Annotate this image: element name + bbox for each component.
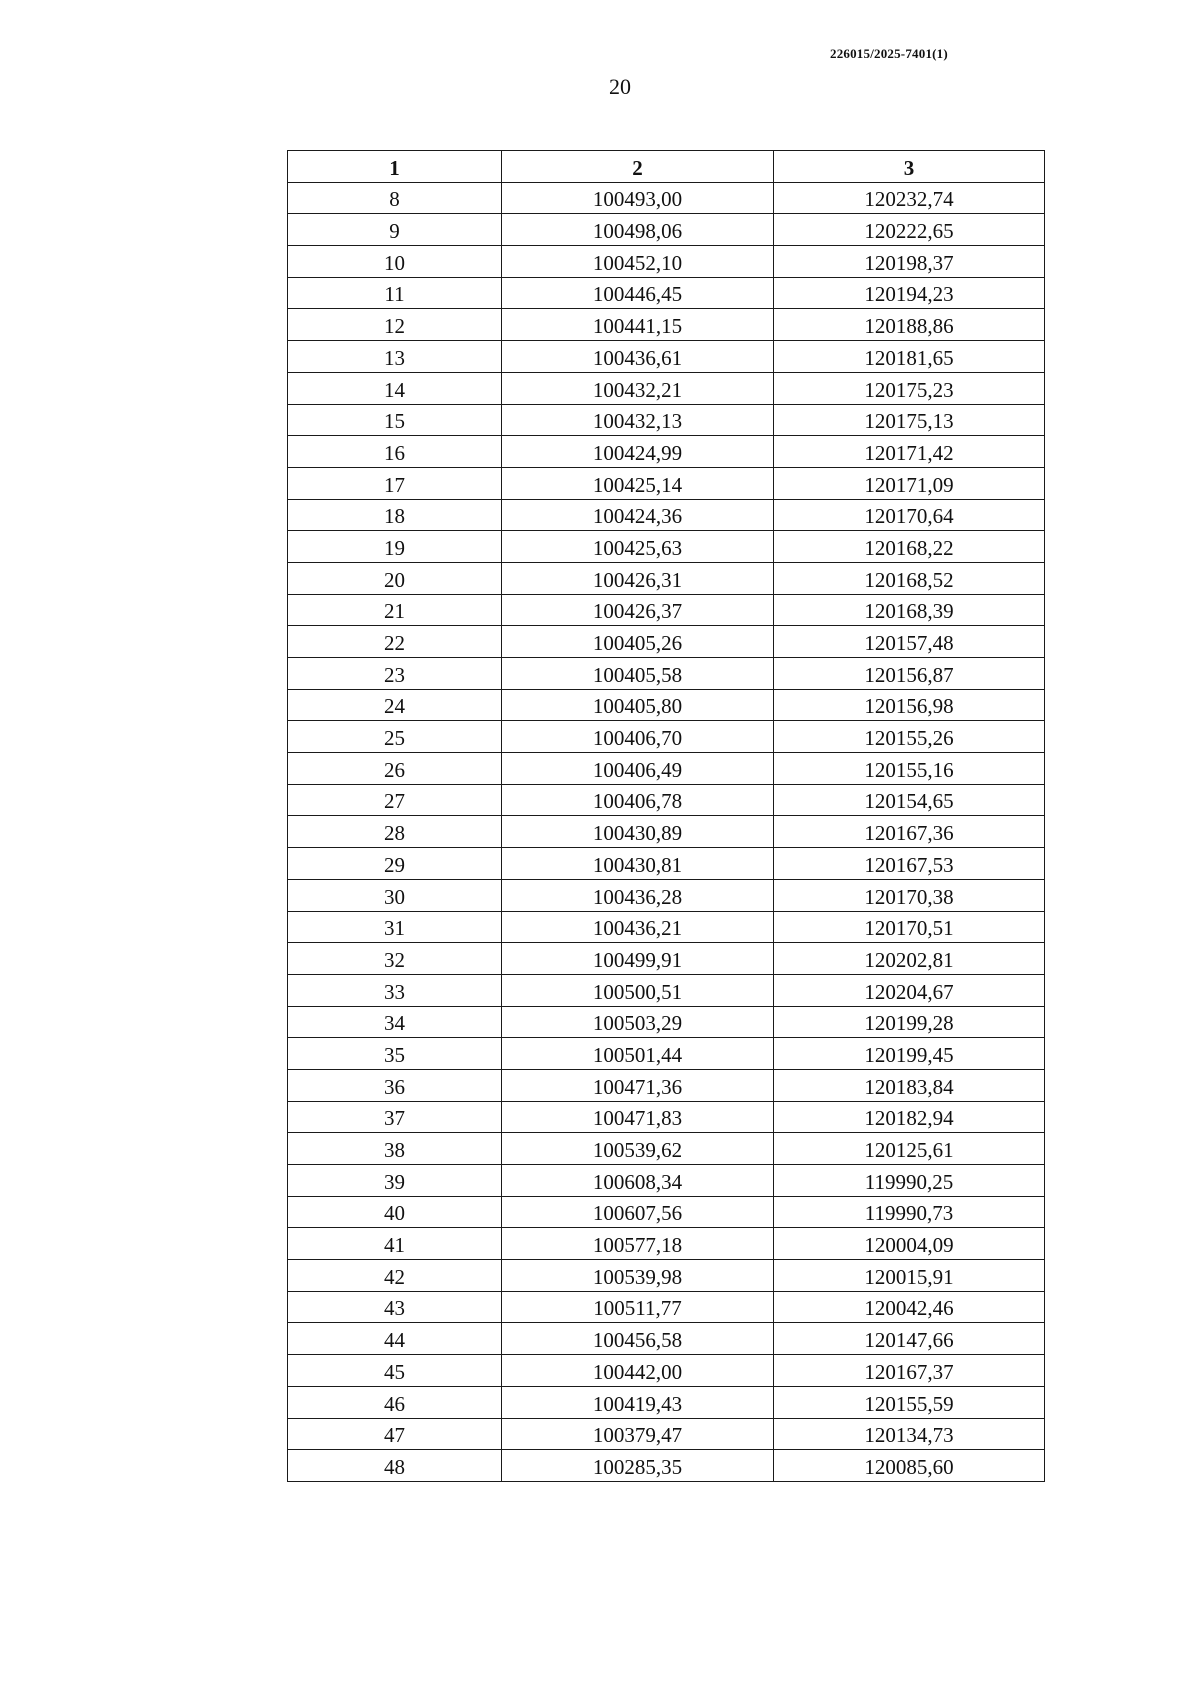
y-coordinate-cell: 120042,46 <box>774 1291 1045 1323</box>
x-coordinate-cell: 100608,34 <box>502 1165 774 1197</box>
table-row <box>288 721 1045 753</box>
y-coordinate-cell: 120171,42 <box>774 436 1045 468</box>
y-coordinate-cell: 120170,64 <box>774 499 1045 531</box>
table-row <box>288 658 1045 690</box>
y-coordinate-cell: 120183,84 <box>774 1069 1045 1101</box>
x-coordinate-cell: 100500,51 <box>502 974 774 1006</box>
point-number-cell: 17 <box>288 467 502 499</box>
point-number-cell: 34 <box>288 1006 502 1038</box>
x-coordinate-cell: 100436,61 <box>502 341 774 373</box>
table-row <box>288 689 1045 721</box>
y-coordinate-cell: 120170,51 <box>774 911 1045 943</box>
column-header-2: 2 <box>502 151 774 183</box>
y-coordinate-cell: 120168,22 <box>774 531 1045 563</box>
page-number: 20 <box>609 74 631 99</box>
y-coordinate-cell: 119990,25 <box>774 1165 1045 1197</box>
point-number-cell: 19 <box>288 531 502 563</box>
table-row <box>288 1418 1045 1450</box>
y-coordinate-cell: 120157,48 <box>774 626 1045 658</box>
y-coordinate-cell: 120199,45 <box>774 1038 1045 1070</box>
point-number-cell: 16 <box>288 436 502 468</box>
coordinates-table <box>287 150 1045 1482</box>
table-row <box>288 1291 1045 1323</box>
document-reference: 226015/2025-7401(1) <box>830 46 948 61</box>
point-number-cell: 15 <box>288 404 502 436</box>
table-row <box>288 1228 1045 1260</box>
y-coordinate-cell: 119990,73 <box>774 1196 1045 1228</box>
point-number-cell: 13 <box>288 341 502 373</box>
x-coordinate-cell: 100285,35 <box>502 1450 774 1482</box>
table-header-row <box>288 151 1045 183</box>
y-coordinate-cell: 120156,98 <box>774 689 1045 721</box>
point-number-cell: 47 <box>288 1418 502 1450</box>
table-row <box>288 1133 1045 1165</box>
x-coordinate-cell: 100430,89 <box>502 816 774 848</box>
y-coordinate-cell: 120155,26 <box>774 721 1045 753</box>
table-row <box>288 182 1045 214</box>
table-row <box>288 1355 1045 1387</box>
table-row <box>288 848 1045 880</box>
table-row <box>288 562 1045 594</box>
y-coordinate-cell: 120155,59 <box>774 1386 1045 1418</box>
point-number-cell: 40 <box>288 1196 502 1228</box>
x-coordinate-cell: 100436,21 <box>502 911 774 943</box>
table-row <box>288 372 1045 404</box>
x-coordinate-cell: 100405,26 <box>502 626 774 658</box>
point-number-cell: 23 <box>288 658 502 690</box>
y-coordinate-cell: 120167,36 <box>774 816 1045 848</box>
x-coordinate-cell: 100503,29 <box>502 1006 774 1038</box>
table-row <box>288 1069 1045 1101</box>
y-coordinate-cell: 120222,65 <box>774 214 1045 246</box>
y-coordinate-cell: 120188,86 <box>774 309 1045 341</box>
y-coordinate-cell: 120125,61 <box>774 1133 1045 1165</box>
point-number-cell: 41 <box>288 1228 502 1260</box>
point-number-cell: 39 <box>288 1165 502 1197</box>
x-coordinate-cell: 100539,98 <box>502 1260 774 1292</box>
x-coordinate-cell: 100432,21 <box>502 372 774 404</box>
x-coordinate-cell: 100471,36 <box>502 1069 774 1101</box>
point-number-cell: 36 <box>288 1069 502 1101</box>
table-row <box>288 1038 1045 1070</box>
point-number-cell: 10 <box>288 246 502 278</box>
point-number-cell: 38 <box>288 1133 502 1165</box>
point-number-cell: 12 <box>288 309 502 341</box>
point-number-cell: 48 <box>288 1450 502 1482</box>
x-coordinate-cell: 100441,15 <box>502 309 774 341</box>
table-row <box>288 1101 1045 1133</box>
y-coordinate-cell: 120167,37 <box>774 1355 1045 1387</box>
point-number-cell: 33 <box>288 974 502 1006</box>
table-row <box>288 467 1045 499</box>
y-coordinate-cell: 120155,16 <box>774 753 1045 785</box>
point-number-cell: 37 <box>288 1101 502 1133</box>
x-coordinate-cell: 100499,91 <box>502 943 774 975</box>
point-number-cell: 28 <box>288 816 502 848</box>
x-coordinate-cell: 100446,45 <box>502 277 774 309</box>
y-coordinate-cell: 120147,66 <box>774 1323 1045 1355</box>
x-coordinate-cell: 100577,18 <box>502 1228 774 1260</box>
column-header-1: 1 <box>288 151 502 183</box>
table-row <box>288 1196 1045 1228</box>
y-coordinate-cell: 120168,52 <box>774 562 1045 594</box>
y-coordinate-cell: 120015,91 <box>774 1260 1045 1292</box>
table-row <box>288 1260 1045 1292</box>
point-number-cell: 21 <box>288 594 502 626</box>
x-coordinate-cell: 100452,10 <box>502 246 774 278</box>
table-row <box>288 753 1045 785</box>
table-row <box>288 1450 1045 1482</box>
y-coordinate-cell: 120204,67 <box>774 974 1045 1006</box>
y-coordinate-cell: 120175,13 <box>774 404 1045 436</box>
y-coordinate-cell: 120004,09 <box>774 1228 1045 1260</box>
point-number-cell: 9 <box>288 214 502 246</box>
y-coordinate-cell: 120085,60 <box>774 1450 1045 1482</box>
x-coordinate-cell: 100607,56 <box>502 1196 774 1228</box>
x-coordinate-cell: 100425,63 <box>502 531 774 563</box>
x-coordinate-cell: 100425,14 <box>502 467 774 499</box>
x-coordinate-cell: 100406,70 <box>502 721 774 753</box>
x-coordinate-cell: 100442,00 <box>502 1355 774 1387</box>
point-number-cell: 14 <box>288 372 502 404</box>
y-coordinate-cell: 120182,94 <box>774 1101 1045 1133</box>
table-row <box>288 214 1045 246</box>
point-number-cell: 31 <box>288 911 502 943</box>
y-coordinate-cell: 120167,53 <box>774 848 1045 880</box>
point-number-cell: 22 <box>288 626 502 658</box>
y-coordinate-cell: 120154,65 <box>774 784 1045 816</box>
table-row <box>288 341 1045 373</box>
x-coordinate-cell: 100424,99 <box>502 436 774 468</box>
x-coordinate-cell: 100539,62 <box>502 1133 774 1165</box>
table-row <box>288 436 1045 468</box>
x-coordinate-cell: 100405,80 <box>502 689 774 721</box>
x-coordinate-cell: 100456,58 <box>502 1323 774 1355</box>
y-coordinate-cell: 120175,23 <box>774 372 1045 404</box>
point-number-cell: 45 <box>288 1355 502 1387</box>
table-row <box>288 404 1045 436</box>
point-number-cell: 35 <box>288 1038 502 1070</box>
table-body <box>288 182 1045 1481</box>
x-coordinate-cell: 100426,31 <box>502 562 774 594</box>
table-row <box>288 911 1045 943</box>
point-number-cell: 24 <box>288 689 502 721</box>
x-coordinate-cell: 100501,44 <box>502 1038 774 1070</box>
table-row <box>288 974 1045 1006</box>
table-row <box>288 943 1045 975</box>
point-number-cell: 43 <box>288 1291 502 1323</box>
table-row <box>288 594 1045 626</box>
table-row <box>288 1323 1045 1355</box>
x-coordinate-cell: 100405,58 <box>502 658 774 690</box>
x-coordinate-cell: 100406,49 <box>502 753 774 785</box>
y-coordinate-cell: 120134,73 <box>774 1418 1045 1450</box>
x-coordinate-cell: 100419,43 <box>502 1386 774 1418</box>
x-coordinate-cell: 100379,47 <box>502 1418 774 1450</box>
point-number-cell: 29 <box>288 848 502 880</box>
table-row <box>288 1165 1045 1197</box>
point-number-cell: 46 <box>288 1386 502 1418</box>
y-coordinate-cell: 120181,65 <box>774 341 1045 373</box>
x-coordinate-cell: 100406,78 <box>502 784 774 816</box>
x-coordinate-cell: 100424,36 <box>502 499 774 531</box>
y-coordinate-cell: 120202,81 <box>774 943 1045 975</box>
table-row <box>288 309 1045 341</box>
point-number-cell: 27 <box>288 784 502 816</box>
point-number-cell: 18 <box>288 499 502 531</box>
x-coordinate-cell: 100436,28 <box>502 879 774 911</box>
table-row <box>288 816 1045 848</box>
x-coordinate-cell: 100432,13 <box>502 404 774 436</box>
table-row <box>288 1386 1045 1418</box>
y-coordinate-cell: 120199,28 <box>774 1006 1045 1038</box>
table-row <box>288 626 1045 658</box>
table-row <box>288 531 1045 563</box>
y-coordinate-cell: 120170,38 <box>774 879 1045 911</box>
point-number-cell: 8 <box>288 182 502 214</box>
y-coordinate-cell: 120171,09 <box>774 467 1045 499</box>
table-row <box>288 246 1045 278</box>
point-number-cell: 20 <box>288 562 502 594</box>
column-header-3: 3 <box>774 151 1045 183</box>
point-number-cell: 44 <box>288 1323 502 1355</box>
point-number-cell: 26 <box>288 753 502 785</box>
point-number-cell: 11 <box>288 277 502 309</box>
y-coordinate-cell: 120156,87 <box>774 658 1045 690</box>
point-number-cell: 32 <box>288 943 502 975</box>
y-coordinate-cell: 120194,23 <box>774 277 1045 309</box>
table-row <box>288 277 1045 309</box>
y-coordinate-cell: 120232,74 <box>774 182 1045 214</box>
x-coordinate-cell: 100511,77 <box>502 1291 774 1323</box>
y-coordinate-cell: 120168,39 <box>774 594 1045 626</box>
x-coordinate-cell: 100430,81 <box>502 848 774 880</box>
x-coordinate-cell: 100426,37 <box>502 594 774 626</box>
table-row <box>288 499 1045 531</box>
x-coordinate-cell: 100471,83 <box>502 1101 774 1133</box>
table-row <box>288 879 1045 911</box>
y-coordinate-cell: 120198,37 <box>774 246 1045 278</box>
table-row <box>288 1006 1045 1038</box>
point-number-cell: 42 <box>288 1260 502 1292</box>
table-row <box>288 784 1045 816</box>
point-number-cell: 25 <box>288 721 502 753</box>
x-coordinate-cell: 100493,00 <box>502 182 774 214</box>
x-coordinate-cell: 100498,06 <box>502 214 774 246</box>
point-number-cell: 30 <box>288 879 502 911</box>
